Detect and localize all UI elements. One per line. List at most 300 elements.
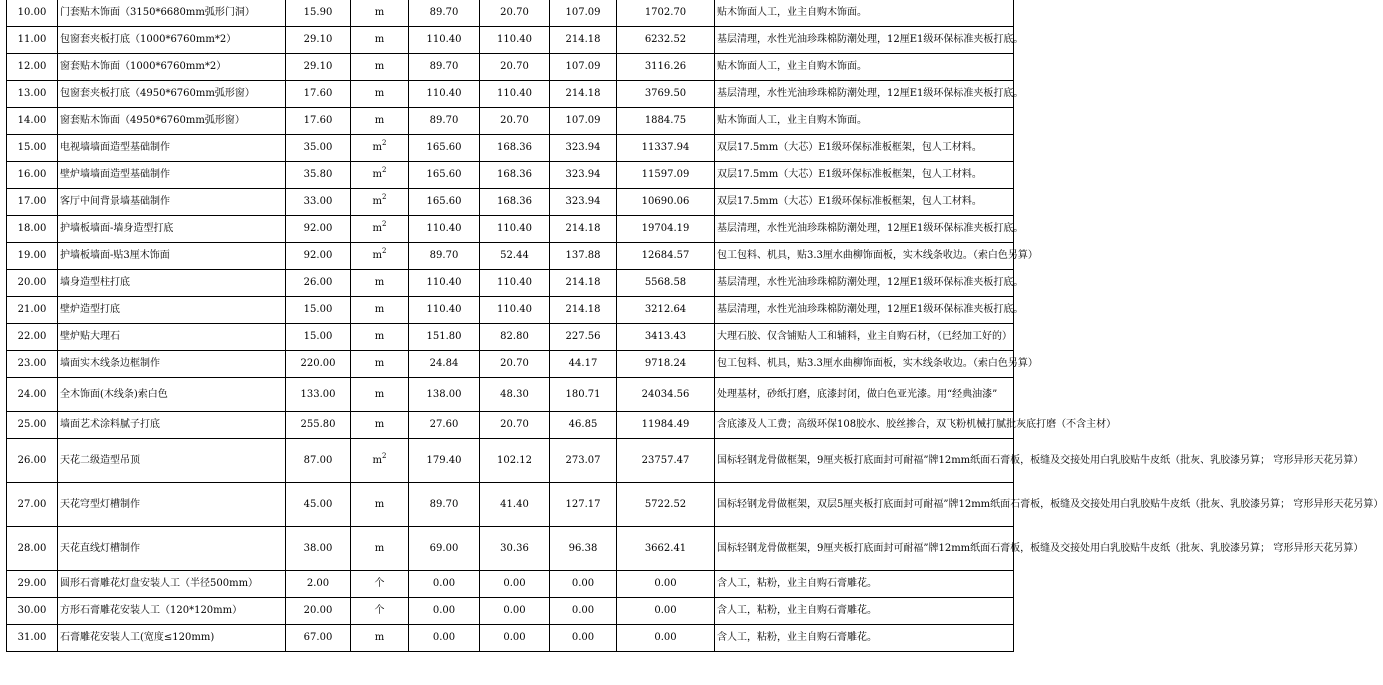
line-total: 9718.24 [644,358,687,369]
table-body [7,0,1383,652]
row-number: 23.00 [17,358,47,369]
unit-price: 96.38 [568,542,598,554]
row-number: 24.00 [17,388,47,400]
material-price-cell [409,81,480,108]
row-number: 13.00 [17,88,47,99]
quantity-cell [286,135,351,162]
description-cell [715,439,1364,483]
unit: 个 [374,605,385,616]
row-number: 16.00 [17,169,47,180]
unit: m [374,498,385,510]
unit: m [372,223,382,234]
unit: 个 [374,578,385,589]
row-number: 28.00 [17,542,47,554]
unit-price: 214.18 [565,223,601,234]
quantity: 17.60 [303,115,333,126]
unit: m [374,61,385,72]
material-price-cell [409,27,480,54]
quantity: 35.00 [303,142,333,153]
row-number-cell [7,135,58,162]
table-row [7,598,1014,625]
unit-price: 214.18 [565,88,601,99]
item-name: 包窗套夹板打底（1000*6760mm*2） [60,34,237,45]
labor-price-cell [480,625,550,652]
unit-price-cell [550,54,617,81]
description: 含底漆及人工费；高级环保108胶水、胶丝掺合，双飞粉机械打腻批灰底打磨（不含主材） [717,419,1117,430]
row-number-cell [7,81,58,108]
labor-price-cell [480,243,550,270]
row-number: 15.00 [17,142,47,153]
labor-price-cell [480,216,550,243]
unit-price-cell [550,135,617,162]
line-total-cell [617,0,715,27]
description: 双层17.5mm（大芯）E1级环保标准板框架，包人工材料。 [717,169,982,180]
line-total-cell [617,243,715,270]
unit-cell [351,625,409,652]
table-row [7,135,1014,162]
unit: m [372,196,382,207]
table-row [7,81,1014,108]
unit-cell [351,571,409,598]
unit-price-cell [550,243,617,270]
row-number: 22.00 [17,331,47,342]
line-total-cell [617,324,715,351]
line-total: 1884.75 [644,115,687,126]
quantity: 133.00 [300,388,336,400]
item-name-cell [58,378,286,412]
quantity: 92.00 [303,250,333,261]
unit-price-cell [550,571,617,598]
material-price: 89.70 [429,61,459,72]
unit-price: 107.09 [565,61,601,72]
table-row [7,0,1014,27]
unit-cell [351,598,409,625]
description-cell [715,625,1014,652]
unit: m [374,277,385,288]
item-name: 天花直线灯槽制作 [60,542,140,554]
item-name-cell [58,297,286,324]
labor-price-cell [480,324,550,351]
description: 处理基材，砂纸打磨，底漆封闭，做白色亚光漆。用“经典油漆” [717,388,998,400]
item-name-cell [58,351,286,378]
line-total: 0.00 [654,578,677,589]
unit-price-cell [550,412,617,439]
unit-price: 137.88 [565,250,601,261]
description: 含人工，粘粉，业主自购石膏雕花。 [717,605,877,616]
unit: m [374,331,385,342]
labor-price: 102.12 [497,454,532,466]
unit: m [374,7,385,18]
table-row [7,439,1014,483]
row-number-cell [7,297,58,324]
description-cell [715,162,1014,189]
table-row [7,351,1014,378]
unit: m [374,388,385,400]
unit-price-cell [550,324,617,351]
quantity-cell [286,598,351,625]
unit-price-cell [550,598,617,625]
table-row [7,571,1014,598]
row-number: 18.00 [17,223,47,234]
item-name: 墙面艺术涂料腻子打底 [60,419,160,430]
labor-price: 20.70 [500,358,529,369]
quantity-cell [286,571,351,598]
item-name-cell [58,27,286,54]
quantity: 45.00 [303,498,333,510]
material-price: 110.40 [426,88,462,99]
line-total-cell [617,108,715,135]
table-row [7,625,1014,652]
quantity: 35.80 [303,169,333,180]
material-price-cell [409,297,480,324]
item-name-cell [58,412,286,439]
item-name: 包窗套夹板打底（4950*6760mm弧形窗） [60,88,255,99]
unit-cell [351,81,409,108]
description: 国标轻钢龙骨做框架，9厘夹板打底面封可耐福”牌12mm纸面石膏板，板缝及交接处用白乳胶贴牛皮纸（批灰、乳胶漆另算； 穹形异形天花另算） [717,542,1364,554]
material-price: 165.60 [426,142,462,153]
material-price: 110.40 [426,223,462,234]
unit-price-cell [550,625,617,652]
quantity: 15.90 [303,7,333,18]
description-cell [715,571,1014,598]
unit-price-cell [550,527,617,571]
unit-exponent: 2 [382,139,387,147]
material-price-cell [409,216,480,243]
unit-exponent: 2 [382,220,387,228]
item-name: 天花二级造型吊顶 [60,454,140,466]
item-name-cell [58,483,286,527]
item-name: 墙身造型柱打底 [60,277,130,288]
line-total-cell [617,439,715,483]
line-total-cell [617,378,715,412]
unit: m [374,632,385,643]
row-number: 11.00 [17,34,47,45]
line-total-cell [617,270,715,297]
item-name: 全木饰面(木线条)索白色 [60,388,168,400]
item-name: 护墙板墙面-贴3厘木饰面 [60,250,170,261]
line-total: 12684.57 [641,250,690,261]
row-number-cell [7,108,58,135]
quantity-cell [286,27,351,54]
description: 基层清理，水性光油珍珠棉防潮处理，12厘E1级环保标准夹板打底。 [717,34,1024,45]
row-number: 19.00 [17,250,47,261]
line-total-cell [617,625,715,652]
row-number: 21.00 [17,304,47,315]
labor-price: 110.40 [497,304,532,315]
unit-exponent: 2 [382,166,387,174]
line-total-cell [617,483,715,527]
unit: m [374,358,385,369]
row-number: 30.00 [17,605,47,616]
table-row [7,54,1014,81]
item-name-cell [58,625,286,652]
line-total: 23757.47 [641,454,690,466]
quantity-cell [286,378,351,412]
description: 基层清理，水性光油珍珠棉防潮处理，12厘E1级环保标准夹板打底。 [717,88,1024,99]
unit-price: 127.17 [565,498,601,510]
item-name: 客厅中间背景墙基础制作 [60,196,170,207]
labor-price: 52.44 [500,250,529,261]
labor-price: 20.70 [500,419,529,430]
labor-price-cell [480,162,550,189]
material-price-cell [409,54,480,81]
labor-price-cell [480,27,550,54]
table-row [7,189,1014,216]
description: 含人工，粘粉，业主自购石膏雕花。 [717,578,877,589]
unit-price: 107.09 [565,7,601,18]
row-number-cell [7,598,58,625]
description: 贴木饰面人工，业主自购木饰面。 [717,115,867,126]
material-price-cell [409,351,480,378]
row-number-cell [7,243,58,270]
quantity-cell [286,189,351,216]
description-cell [715,598,1014,625]
description: 双层17.5mm（大芯）E1级环保标准板框架，包人工材料。 [717,196,982,207]
line-total-cell [617,27,715,54]
item-name-cell [58,571,286,598]
unit-cell [351,108,409,135]
table-row [7,324,1014,351]
table-row [7,297,1014,324]
row-number: 20.00 [17,277,47,288]
labor-price-cell [480,54,550,81]
labor-price: 110.40 [497,88,532,99]
material-price-cell [409,135,480,162]
unit: m [374,115,385,126]
labor-price-cell [480,297,550,324]
unit-price: 180.71 [565,388,601,400]
labor-price: 20.70 [500,61,529,72]
description-cell [715,0,1014,27]
item-name: 壁炉贴大理石 [60,331,120,342]
unit-price-cell [550,189,617,216]
description-cell [715,270,1024,297]
line-total-cell [617,351,715,378]
unit-price: 214.18 [565,304,601,315]
unit-price: 323.94 [565,169,601,180]
description: 基层清理，水性光油珍珠棉防潮处理，12厘E1级环保标准夹板打底。 [717,277,1024,288]
description-cell [715,135,1014,162]
material-price-cell [409,0,480,27]
line-total-cell [617,297,715,324]
quantity: 33.00 [303,196,333,207]
item-name-cell [58,162,286,189]
quantity-cell [286,527,351,571]
table-row [7,162,1014,189]
labor-price: 82.80 [500,331,529,342]
unit: m [374,34,385,45]
row-number-cell [7,27,58,54]
unit-cell [351,243,409,270]
unit-price-cell [550,483,617,527]
material-price: 89.70 [429,498,459,510]
line-total: 0.00 [654,632,677,643]
description-cell [715,108,1014,135]
labor-price: 41.40 [500,498,529,510]
description: 国标轻钢龙骨做框架，9厘夹板打底面封可耐福”牌12mm纸面石膏板，板缝及交接处用白乳胶贴牛皮纸（批灰、乳胶漆另算； 穹形异形天花另算） [717,454,1364,466]
description-cell [715,243,1038,270]
unit-cell [351,54,409,81]
quantity: 29.10 [303,61,333,72]
unit-price: 323.94 [565,142,601,153]
quantity-cell [286,351,351,378]
labor-price-cell [480,527,550,571]
item-name-cell [58,0,286,27]
unit: m [372,250,382,261]
material-price-cell [409,270,480,297]
labor-price: 110.40 [497,277,532,288]
quantity-cell [286,0,351,27]
labor-price-cell [480,412,550,439]
line-total: 11337.94 [641,142,690,153]
description: 贴木饰面人工，业主自购木饰面。 [717,7,867,18]
quantity: 87.00 [303,454,333,466]
description-cell [715,54,1014,81]
quantity: 26.00 [303,277,333,288]
line-total-cell [617,412,715,439]
unit-cell [351,412,409,439]
line-total: 5722.52 [644,498,687,510]
unit-price: 323.94 [565,196,601,207]
unit-price: 227.56 [565,331,601,342]
description: 包工包料、机具，贴3.3厘水曲柳饰面板，实木线条收边。（索白色另算） [717,250,1038,261]
unit-cell [351,439,409,483]
description: 国标轻钢龙骨做框架，双层5厘夹板打底面封可耐福”牌12mm纸面石膏板，板缝及交接处用白乳胶贴牛皮纸（批灰、乳胶漆另算； 穹形异形天花另算） [717,498,1383,510]
description: 大理石胶、仅含铺贴人工和辅料，业主自购石材，（已经加工好的） [717,331,1012,342]
line-total-cell [617,81,715,108]
material-price: 151.80 [426,331,462,342]
line-total-cell [617,216,715,243]
unit-price: 44.17 [568,358,598,369]
quantity: 92.00 [303,223,333,234]
material-price-cell [409,439,480,483]
material-price-cell [409,625,480,652]
line-total: 10690.06 [641,196,690,207]
unit-price-cell [550,216,617,243]
labor-price: 30.36 [500,542,529,554]
unit-cell [351,162,409,189]
description-cell [715,378,1014,412]
unit-price-cell [550,81,617,108]
labor-price-cell [480,189,550,216]
material-price: 69.00 [429,542,459,554]
item-name: 电视墙墙面造型基础制作 [60,142,170,153]
unit-price-cell [550,351,617,378]
item-name: 壁炉墙墙面造型基础制作 [60,169,170,180]
line-total-cell [617,54,715,81]
unit: m [372,142,382,153]
material-price-cell [409,189,480,216]
material-price: 138.00 [426,388,462,400]
material-price: 0.00 [432,632,456,643]
quantity-cell [286,483,351,527]
line-total: 11984.49 [641,419,690,430]
material-price: 0.00 [432,605,456,616]
table-row [7,378,1014,412]
labor-price: 110.40 [497,34,532,45]
item-name: 窗套贴木饰面（4950*6760mm弧形窗） [60,115,245,126]
line-total: 3662.41 [644,542,687,554]
item-name-cell [58,81,286,108]
line-total: 24034.56 [641,388,690,400]
unit-price-cell [550,378,617,412]
quantity-cell [286,81,351,108]
labor-price: 0.00 [503,578,526,589]
row-number: 14.00 [17,115,47,126]
description: 基层清理，水性光油珍珠棉防潮处理，12厘E1级环保标准夹板打底。 [717,304,1024,315]
material-price-cell [409,412,480,439]
material-price: 0.00 [432,578,456,589]
line-total: 3413.43 [644,331,687,342]
description-cell [715,351,1038,378]
unit-exponent: 2 [382,451,387,460]
unit-price: 273.07 [565,454,601,466]
unit-cell [351,297,409,324]
labor-price: 110.40 [497,223,532,234]
material-price: 89.70 [429,250,459,261]
quantity: 255.80 [300,419,336,430]
row-number-cell [7,351,58,378]
labor-price-cell [480,351,550,378]
item-name-cell [58,216,286,243]
description-cell [715,27,1024,54]
unit-price: 107.09 [565,115,601,126]
row-number: 25.00 [17,419,47,430]
item-name: 门套贴木饰面（3150*6680mm弧形门洞） [60,7,255,18]
row-number: 12.00 [17,61,47,72]
row-number-cell [7,189,58,216]
row-number-cell [7,527,58,571]
labor-price: 168.36 [497,142,532,153]
quotation-table [6,0,1383,652]
row-number-cell [7,162,58,189]
table-row [7,270,1014,297]
quantity-cell [286,216,351,243]
quantity: 38.00 [303,542,333,554]
line-total-cell [617,189,715,216]
table-row [7,108,1014,135]
row-number-cell [7,270,58,297]
unit-exponent: 2 [382,193,387,201]
material-price-cell [409,598,480,625]
line-total: 0.00 [654,605,677,616]
table-row [7,527,1014,571]
material-price-cell [409,108,480,135]
row-number-cell [7,625,58,652]
row-number-cell [7,0,58,27]
labor-price: 0.00 [503,632,526,643]
row-number-cell [7,216,58,243]
item-name-cell [58,189,286,216]
material-price-cell [409,483,480,527]
unit: m [372,169,382,180]
unit-cell [351,483,409,527]
unit: m [374,542,385,554]
row-number: 10.00 [17,7,47,18]
line-total: 3212.64 [644,304,687,315]
unit-cell [351,351,409,378]
row-number: 17.00 [17,196,47,207]
line-total-cell [617,135,715,162]
material-price: 24.84 [429,358,459,369]
labor-price-cell [480,108,550,135]
row-number-cell [7,571,58,598]
item-name-cell [58,54,286,81]
row-number-cell [7,324,58,351]
line-total: 19704.19 [641,223,690,234]
labor-price-cell [480,483,550,527]
labor-price-cell [480,135,550,162]
